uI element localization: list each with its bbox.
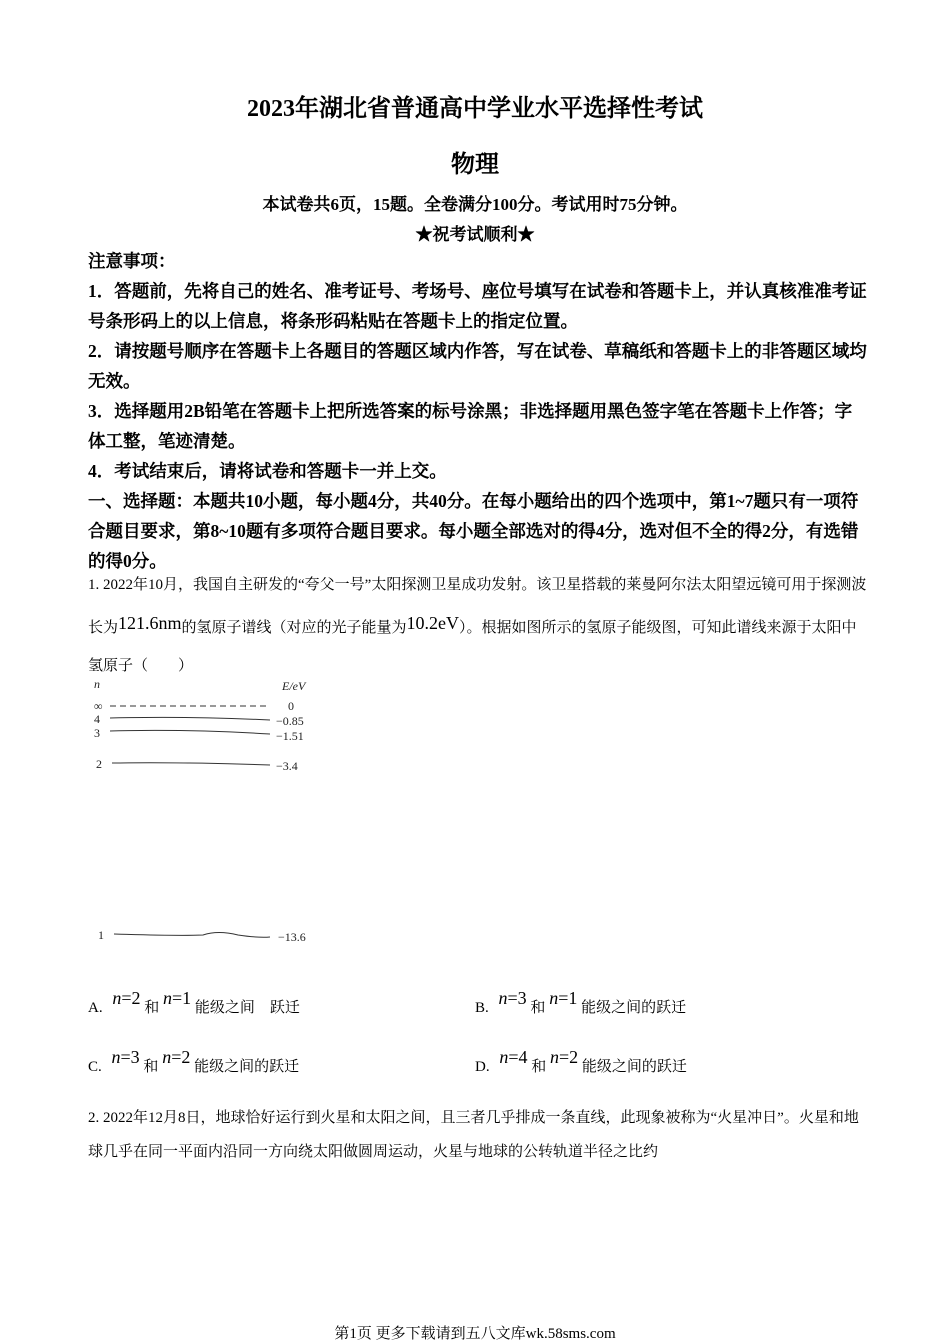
option-var: n bbox=[498, 988, 508, 1008]
option-var: n bbox=[499, 1047, 509, 1067]
option-val: =3 bbox=[120, 1047, 140, 1067]
option-var: n bbox=[111, 1047, 121, 1067]
level-e-1: −13.6 bbox=[278, 930, 306, 944]
notes-section bbox=[88, 246, 868, 576]
note-item: 1．答题前，先将自己的姓名、准考证号、考场号、座位号填写在试卷和答题卡上，并认真核准准考证号条形码上的以上信息，将条形码粘贴在答题卡上的指定位置。 bbox=[88, 281, 867, 331]
q1-text-part3: ）。根据如图所示的氢原子能级图，可知此谱线来源于太阳中氢原子（ ） bbox=[88, 620, 857, 674]
option-val: =2 bbox=[121, 988, 141, 1008]
option-val: =3 bbox=[507, 988, 527, 1008]
option-tail: 能级之间的跃迁 bbox=[194, 1059, 300, 1075]
option-b[interactable] bbox=[475, 988, 686, 1017]
option-label: C. bbox=[88, 1059, 102, 1075]
level-n-2: 2 bbox=[96, 757, 102, 771]
level-line-3 bbox=[110, 730, 270, 734]
page-footer: 第1页 更多下载请到五八文库wk.58sms.com bbox=[334, 1326, 616, 1342]
diagram-n-label: n bbox=[94, 677, 100, 691]
level-line-4 bbox=[110, 717, 270, 720]
level-line-2 bbox=[112, 763, 270, 765]
option-label: D. bbox=[475, 1059, 490, 1075]
option-var: n bbox=[112, 988, 122, 1008]
diagram-e-label: E/eV bbox=[282, 679, 306, 693]
option-val: =1 bbox=[558, 988, 578, 1008]
note-item: 3．选择题用2B铅笔在答题卡上把所选答案的标号涂黑；非选择题用黑色签字笔在答题卡上作答；字体工整，笔迹清楚。 bbox=[88, 401, 853, 451]
exam-wish: ★祝考试顺利★ bbox=[415, 225, 535, 244]
note-item: 4．考试结束后，请将试卷和答题卡一并上交。 bbox=[88, 461, 447, 481]
option-label: B. bbox=[475, 1000, 489, 1016]
q1-text-part2: 的氢原子谱线（对应的光子能量为 bbox=[181, 620, 407, 636]
option-tail: 能级之间 跃迁 bbox=[194, 1000, 300, 1016]
level-e-inf: 0 bbox=[288, 699, 294, 713]
option-and: 和 bbox=[144, 1000, 160, 1016]
level-e-2: −3.4 bbox=[276, 759, 298, 773]
option-val: =2 bbox=[559, 1047, 579, 1067]
option-var: n bbox=[162, 1047, 172, 1067]
level-n-4: 4 bbox=[94, 712, 100, 726]
option-and: 和 bbox=[530, 1000, 546, 1016]
option-c[interactable] bbox=[88, 1047, 299, 1076]
q1-text-part1: 1. 2022年10月，我国自主研发的“夸父一号”太阳探测卫星成功发射。该卫星搭载的莱曼阿尔法太阳望远镜可用于探测波长为 bbox=[88, 577, 867, 636]
notes-heading: 注意事项： bbox=[88, 251, 176, 271]
subject-title: 物理 bbox=[451, 152, 499, 178]
option-d[interactable] bbox=[475, 1047, 687, 1076]
option-label: A. bbox=[88, 1000, 103, 1016]
question-1 bbox=[88, 566, 868, 685]
option-var: n bbox=[550, 1047, 560, 1067]
exam-info: 本试卷共6页，15题。全卷满分100分。考试用时75分钟。 bbox=[262, 195, 688, 214]
option-var: n bbox=[163, 988, 173, 1008]
question-2: 2. 2022年12月8日，地球恰好运行到火星和太阳之间，且三者几乎排成一条直线，此现象被称为“火星冲日”。火星和地球几乎在同一平面内沿同一方向绕太阳做圆周运动，火星与地球的公转轨道半径之比约 bbox=[88, 1110, 859, 1160]
option-tail: 能级之间的跃迁 bbox=[581, 1059, 687, 1075]
exam-title: 2023年湖北省普通高中学业水平选择性考试 bbox=[247, 96, 703, 122]
option-var: n bbox=[549, 988, 559, 1008]
option-val: =1 bbox=[172, 988, 192, 1008]
option-and: 和 bbox=[143, 1059, 159, 1075]
level-n-inf: ∞ bbox=[94, 699, 103, 713]
q1-wavelength: 121.6nm bbox=[118, 613, 182, 633]
level-e-4: −0.85 bbox=[276, 714, 304, 728]
level-n-3: 3 bbox=[94, 726, 100, 740]
option-and: 和 bbox=[531, 1059, 547, 1075]
level-line-1 bbox=[114, 933, 270, 938]
option-val: =2 bbox=[171, 1047, 191, 1067]
section-instructions: 一、选择题：本题共10小题，每小题4分，共40分。在每小题给出的四个选项中，第1~7题只有一项符合题目要求，第8~10题有多项符合题目要求。每小题全部选对的得4分，选对但不全的得2分，有选错的得0分。 bbox=[88, 491, 859, 571]
note-item: 2．请按题号顺序在答题卡上各题目的答题区域内作答，写在试卷、草稿纸和答题卡上的非答题区域均无效。 bbox=[88, 341, 867, 391]
q1-energy: 10.2eV bbox=[406, 613, 460, 633]
level-e-3: −1.51 bbox=[276, 729, 304, 743]
level-n-1: 1 bbox=[98, 928, 104, 942]
energy-level-diagram bbox=[88, 672, 348, 952]
option-val: =4 bbox=[508, 1047, 528, 1067]
option-tail: 能级之间的跃迁 bbox=[581, 1000, 687, 1016]
option-a[interactable] bbox=[88, 988, 300, 1017]
